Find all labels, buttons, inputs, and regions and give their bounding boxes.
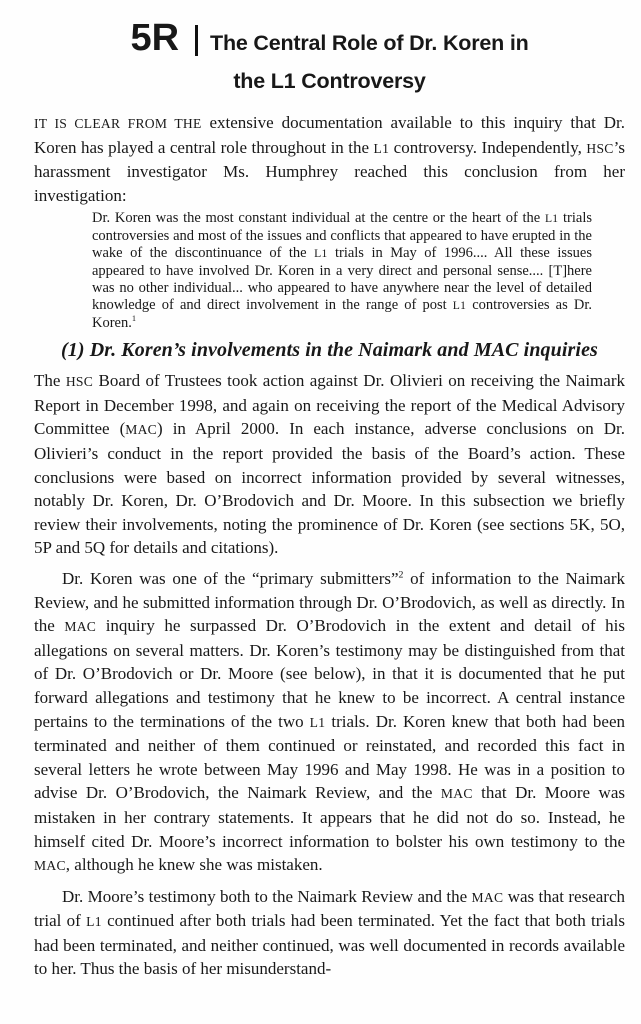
intro-paragraph: IT IS CLEAR FROM THE extensive documentation available to this inquiry that Dr. Koren has played a central role throughout in the L1 controversy. Independently, HSC’s harassment investigator Ms. Humphrey reached this conclusion from her investigation: [34,113,625,205]
chapter-title-line1: The Central Role of Dr. Koren in [210,31,529,55]
humphrey-blockquote: Dr. Koren was the most constant individual at the centre or the heart of the L1 trials controversies and most of the issues and conflicts that appeared to have erupted in the wake of the discontinuance of the L1 trials in May of 1996.... All these issues appeared to have involved Dr. Koren in a very direct and personal sense.... [T]here was no other individual... who appeared to have anywhere near the level of detailed knowledge of and direct involvement in the range of post L1 controversies as Dr. Koren.$^1$ [92,210,593,331]
section-heading: (1) Dr. Koren’s involvements in the Naimark and MAC inquiries [61,339,598,362]
paragraph-naimark-mac: The HSC Board of Trustees took action against Dr. Olivieri on receiving the Naimark Report in December 1998, and again on receiving the report of the Medical Advisory Committee (MAC) in April 2000. In each instance, adverse conclusions on Dr. Olivieri’s conduct in the report provided the basis of the Board’s action. These conclusions were based on incorrect information provided by several witnesses, notably Dr. Koren, Dr. O’Brodovich and Dr. Moore. In this subsection we briefly review their involvements, noting the prominence of Dr. Koren (see sections 5K, 5O, 5P and 5Q for details and citations). [34,371,625,558]
paragraph-moore-testimony: Dr. Moore’s testimony both to the Naimark Review and the MAC was that research trial of L1 continued after both trials had been terminated. Yet the fact that both trials had been terminated, and neither continued, was well documented in records available to her. Thus the basis of her misunderstand- [34,886,625,979]
header-divider [195,25,198,56]
chapter-header [34,16,625,98]
chapter-title-line1-row [34,16,625,65]
paragraph-primary-submitters: Dr. Koren was one of the “primary submitters”$^2$ of information to the Naimark Review, and he submitted information through Dr. O’Brodovich, as well as directly. In the MAC inquiry he surpassed Dr. O’Brodovich in the extent and detail of his allegations on several matters. Dr. Koren’s testimony may be distinguished from that of Dr. O’Brodovich or Dr. Moore (see below), in that it is documented that he put forward allegations and testimony that he knew to be incorrect. A central instance pertains to the terminations of the two L1 trials. Dr. Koren knew that both had been terminated and neither of them continued or reinstated, and recorded this fact in several letters he wrote between May 1996 and May 1998. He was in a position to advise Dr. O’Brodovich, the Naimark Review, and the MAC that Dr. Moore was mistaken in her contrary statements. It appears that he did not do so. Instead, he himself cited Dr. Moore’s incorrect information to bolster his own testimony to the MAC, although he knew she was mistaken. [34,568,625,875]
chapter-title-line2: the L1 Controversy [233,69,426,93]
chapter-number: 5R [130,17,180,59]
